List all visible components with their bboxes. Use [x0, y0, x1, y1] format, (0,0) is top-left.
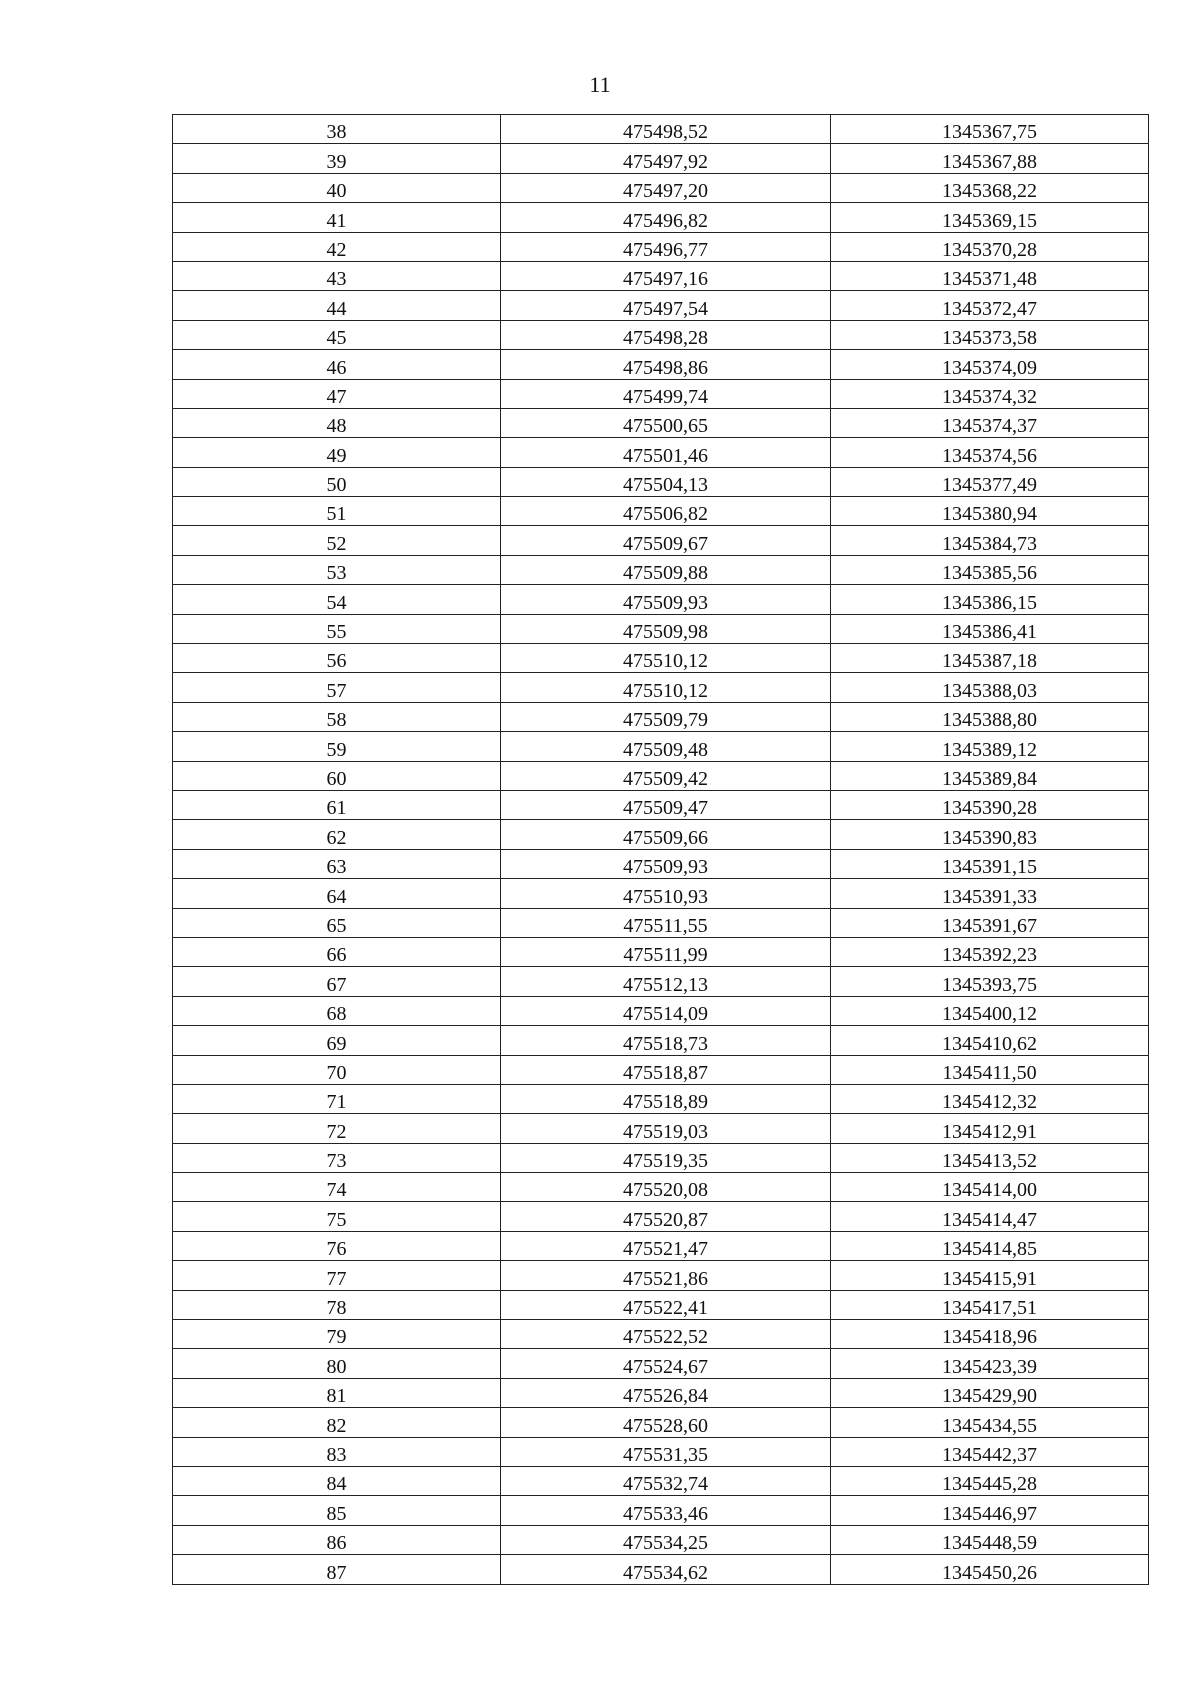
x-coordinate-cell: 475514,09: [501, 996, 831, 1025]
table-row: [173, 849, 1149, 878]
y-coordinate-cell: 1345410,62: [831, 1026, 1149, 1055]
table-row: [173, 1173, 1149, 1202]
x-coordinate-cell: 475497,16: [501, 261, 831, 290]
x-coordinate-cell: 475509,93: [501, 849, 831, 878]
x-coordinate-cell: 475512,13: [501, 967, 831, 996]
table-row: [173, 967, 1149, 996]
x-coordinate-cell: 475522,41: [501, 1290, 831, 1319]
x-coordinate-cell: 475498,28: [501, 320, 831, 349]
y-coordinate-cell: 1345414,47: [831, 1202, 1149, 1231]
table-row: [173, 1114, 1149, 1143]
coordinates-table-body: [173, 115, 1149, 1585]
y-coordinate-cell: 1345386,15: [831, 585, 1149, 614]
x-coordinate-cell: 475511,55: [501, 908, 831, 937]
table-row: [173, 1055, 1149, 1084]
point-number-cell: 76: [173, 1231, 501, 1260]
point-number-cell: 63: [173, 849, 501, 878]
x-coordinate-cell: 475521,47: [501, 1231, 831, 1260]
y-coordinate-cell: 1345448,59: [831, 1525, 1149, 1554]
point-number-cell: 41: [173, 203, 501, 232]
table-row: [173, 996, 1149, 1025]
point-number-cell: 67: [173, 967, 501, 996]
x-coordinate-cell: 475509,48: [501, 732, 831, 761]
y-coordinate-cell: 1345368,22: [831, 173, 1149, 202]
y-coordinate-cell: 1345389,12: [831, 732, 1149, 761]
point-number-cell: 72: [173, 1114, 501, 1143]
point-number-cell: 49: [173, 438, 501, 467]
table-row: [173, 761, 1149, 790]
point-number-cell: 44: [173, 291, 501, 320]
x-coordinate-cell: 475521,86: [501, 1261, 831, 1290]
x-coordinate-cell: 475504,13: [501, 467, 831, 496]
y-coordinate-cell: 1345414,85: [831, 1231, 1149, 1260]
point-number-cell: 68: [173, 996, 501, 1025]
point-number-cell: 75: [173, 1202, 501, 1231]
x-coordinate-cell: 475526,84: [501, 1378, 831, 1407]
x-coordinate-cell: 475496,77: [501, 232, 831, 261]
table-row: [173, 1378, 1149, 1407]
point-number-cell: 57: [173, 673, 501, 702]
y-coordinate-cell: 1345388,80: [831, 702, 1149, 731]
x-coordinate-cell: 475509,47: [501, 790, 831, 819]
point-number-cell: 48: [173, 408, 501, 437]
table-row: [173, 1555, 1149, 1584]
table-row: [173, 555, 1149, 584]
y-coordinate-cell: 1345415,91: [831, 1261, 1149, 1290]
x-coordinate-cell: 475509,42: [501, 761, 831, 790]
point-number-cell: 74: [173, 1173, 501, 1202]
y-coordinate-cell: 1345372,47: [831, 291, 1149, 320]
table-row: [173, 1496, 1149, 1525]
table-row: [173, 467, 1149, 496]
point-number-cell: 54: [173, 585, 501, 614]
y-coordinate-cell: 1345374,09: [831, 350, 1149, 379]
x-coordinate-cell: 475509,88: [501, 555, 831, 584]
x-coordinate-cell: 475511,99: [501, 937, 831, 966]
table-row: [173, 908, 1149, 937]
x-coordinate-cell: 475510,12: [501, 644, 831, 673]
point-number-cell: 51: [173, 497, 501, 526]
y-coordinate-cell: 1345369,15: [831, 203, 1149, 232]
y-coordinate-cell: 1345412,32: [831, 1084, 1149, 1113]
y-coordinate-cell: 1345411,50: [831, 1055, 1149, 1084]
point-number-cell: 64: [173, 879, 501, 908]
y-coordinate-cell: 1345446,97: [831, 1496, 1149, 1525]
x-coordinate-cell: 475533,46: [501, 1496, 831, 1525]
table-row: [173, 232, 1149, 261]
table-row: [173, 820, 1149, 849]
page-number: 11: [589, 72, 611, 97]
y-coordinate-cell: 1345413,52: [831, 1143, 1149, 1172]
y-coordinate-cell: 1345386,41: [831, 614, 1149, 643]
x-coordinate-cell: 475509,79: [501, 702, 831, 731]
point-number-cell: 79: [173, 1320, 501, 1349]
x-coordinate-cell: 475532,74: [501, 1466, 831, 1495]
point-number-cell: 46: [173, 350, 501, 379]
x-coordinate-cell: 475534,62: [501, 1555, 831, 1584]
x-coordinate-cell: 475518,87: [501, 1055, 831, 1084]
point-number-cell: 42: [173, 232, 501, 261]
y-coordinate-cell: 1345390,28: [831, 790, 1149, 819]
table-row: [173, 173, 1149, 202]
point-number-cell: 83: [173, 1437, 501, 1466]
x-coordinate-cell: 475497,20: [501, 173, 831, 202]
coordinates-table: [172, 114, 1149, 1585]
table-row: [173, 585, 1149, 614]
point-number-cell: 84: [173, 1466, 501, 1495]
table-row: [173, 203, 1149, 232]
y-coordinate-cell: 1345373,58: [831, 320, 1149, 349]
table-row: [173, 1231, 1149, 1260]
point-number-cell: 55: [173, 614, 501, 643]
y-coordinate-cell: 1345367,75: [831, 115, 1149, 144]
x-coordinate-cell: 475498,52: [501, 115, 831, 144]
y-coordinate-cell: 1345391,15: [831, 849, 1149, 878]
y-coordinate-cell: 1345374,56: [831, 438, 1149, 467]
table-row: [173, 1525, 1149, 1554]
x-coordinate-cell: 475531,35: [501, 1437, 831, 1466]
point-number-cell: 85: [173, 1496, 501, 1525]
x-coordinate-cell: 475519,03: [501, 1114, 831, 1143]
x-coordinate-cell: 475522,52: [501, 1320, 831, 1349]
point-number-cell: 53: [173, 555, 501, 584]
y-coordinate-cell: 1345414,00: [831, 1173, 1149, 1202]
table-row: [173, 1290, 1149, 1319]
y-coordinate-cell: 1345377,49: [831, 467, 1149, 496]
table-row: [173, 790, 1149, 819]
point-number-cell: 73: [173, 1143, 501, 1172]
point-number-cell: 56: [173, 644, 501, 673]
y-coordinate-cell: 1345389,84: [831, 761, 1149, 790]
y-coordinate-cell: 1345442,37: [831, 1437, 1149, 1466]
table-row: [173, 1408, 1149, 1437]
y-coordinate-cell: 1345391,67: [831, 908, 1149, 937]
point-number-cell: 80: [173, 1349, 501, 1378]
table-row: [173, 144, 1149, 173]
x-coordinate-cell: 475518,89: [501, 1084, 831, 1113]
table-row: [173, 1320, 1149, 1349]
y-coordinate-cell: 1345445,28: [831, 1466, 1149, 1495]
y-coordinate-cell: 1345390,83: [831, 820, 1149, 849]
x-coordinate-cell: 475509,66: [501, 820, 831, 849]
x-coordinate-cell: 475506,82: [501, 497, 831, 526]
table-row: [173, 526, 1149, 555]
point-number-cell: 71: [173, 1084, 501, 1113]
y-coordinate-cell: 1345400,12: [831, 996, 1149, 1025]
x-coordinate-cell: 475520,87: [501, 1202, 831, 1231]
table-row: [173, 879, 1149, 908]
point-number-cell: 39: [173, 144, 501, 173]
y-coordinate-cell: 1345380,94: [831, 497, 1149, 526]
y-coordinate-cell: 1345423,39: [831, 1349, 1149, 1378]
table-row: [173, 673, 1149, 702]
y-coordinate-cell: 1345367,88: [831, 144, 1149, 173]
x-coordinate-cell: 475509,98: [501, 614, 831, 643]
table-row: [173, 320, 1149, 349]
x-coordinate-cell: 475510,12: [501, 673, 831, 702]
point-number-cell: 58: [173, 702, 501, 731]
x-coordinate-cell: 475498,86: [501, 350, 831, 379]
table-row: [173, 1143, 1149, 1172]
x-coordinate-cell: 475501,46: [501, 438, 831, 467]
x-coordinate-cell: 475496,82: [501, 203, 831, 232]
x-coordinate-cell: 475497,54: [501, 291, 831, 320]
point-number-cell: 78: [173, 1290, 501, 1319]
table-row: [173, 1202, 1149, 1231]
x-coordinate-cell: 475509,93: [501, 585, 831, 614]
x-coordinate-cell: 475518,73: [501, 1026, 831, 1055]
point-number-cell: 81: [173, 1378, 501, 1407]
point-number-cell: 86: [173, 1525, 501, 1554]
table-row: [173, 1261, 1149, 1290]
x-coordinate-cell: 475499,74: [501, 379, 831, 408]
y-coordinate-cell: 1345374,32: [831, 379, 1149, 408]
point-number-cell: 82: [173, 1408, 501, 1437]
point-number-cell: 43: [173, 261, 501, 290]
table-row: [173, 438, 1149, 467]
point-number-cell: 62: [173, 820, 501, 849]
y-coordinate-cell: 1345412,91: [831, 1114, 1149, 1143]
y-coordinate-cell: 1345418,96: [831, 1320, 1149, 1349]
x-coordinate-cell: 475497,92: [501, 144, 831, 173]
table-row: [173, 1466, 1149, 1495]
table-row: [173, 379, 1149, 408]
x-coordinate-cell: 475519,35: [501, 1143, 831, 1172]
table-row: [173, 1084, 1149, 1113]
point-number-cell: 52: [173, 526, 501, 555]
point-number-cell: 59: [173, 732, 501, 761]
point-number-cell: 40: [173, 173, 501, 202]
y-coordinate-cell: 1345384,73: [831, 526, 1149, 555]
table-row: [173, 115, 1149, 144]
table-row: [173, 1026, 1149, 1055]
point-number-cell: 47: [173, 379, 501, 408]
y-coordinate-cell: 1345450,26: [831, 1555, 1149, 1584]
table-row: [173, 1349, 1149, 1378]
x-coordinate-cell: 475509,67: [501, 526, 831, 555]
table-row: [173, 291, 1149, 320]
y-coordinate-cell: 1345417,51: [831, 1290, 1149, 1319]
x-coordinate-cell: 475534,25: [501, 1525, 831, 1554]
table-row: [173, 732, 1149, 761]
y-coordinate-cell: 1345434,55: [831, 1408, 1149, 1437]
table-row: [173, 408, 1149, 437]
table-row: [173, 497, 1149, 526]
y-coordinate-cell: 1345392,23: [831, 937, 1149, 966]
y-coordinate-cell: 1345370,28: [831, 232, 1149, 261]
point-number-cell: 50: [173, 467, 501, 496]
point-number-cell: 70: [173, 1055, 501, 1084]
point-number-cell: 69: [173, 1026, 501, 1055]
point-number-cell: 65: [173, 908, 501, 937]
y-coordinate-cell: 1345429,90: [831, 1378, 1149, 1407]
x-coordinate-cell: 475500,65: [501, 408, 831, 437]
point-number-cell: 61: [173, 790, 501, 819]
point-number-cell: 77: [173, 1261, 501, 1290]
table-row: [173, 350, 1149, 379]
y-coordinate-cell: 1345371,48: [831, 261, 1149, 290]
y-coordinate-cell: 1345387,18: [831, 644, 1149, 673]
point-number-cell: 87: [173, 1555, 501, 1584]
y-coordinate-cell: 1345393,75: [831, 967, 1149, 996]
table-row: [173, 937, 1149, 966]
x-coordinate-cell: 475528,60: [501, 1408, 831, 1437]
x-coordinate-cell: 475524,67: [501, 1349, 831, 1378]
point-number-cell: 45: [173, 320, 501, 349]
table-row: [173, 261, 1149, 290]
table-row: [173, 614, 1149, 643]
point-number-cell: 38: [173, 115, 501, 144]
y-coordinate-cell: 1345391,33: [831, 879, 1149, 908]
y-coordinate-cell: 1345374,37: [831, 408, 1149, 437]
point-number-cell: 60: [173, 761, 501, 790]
x-coordinate-cell: 475510,93: [501, 879, 831, 908]
table-row: [173, 644, 1149, 673]
y-coordinate-cell: 1345385,56: [831, 555, 1149, 584]
y-coordinate-cell: 1345388,03: [831, 673, 1149, 702]
x-coordinate-cell: 475520,08: [501, 1173, 831, 1202]
table-row: [173, 702, 1149, 731]
point-number-cell: 66: [173, 937, 501, 966]
table-row: [173, 1437, 1149, 1466]
